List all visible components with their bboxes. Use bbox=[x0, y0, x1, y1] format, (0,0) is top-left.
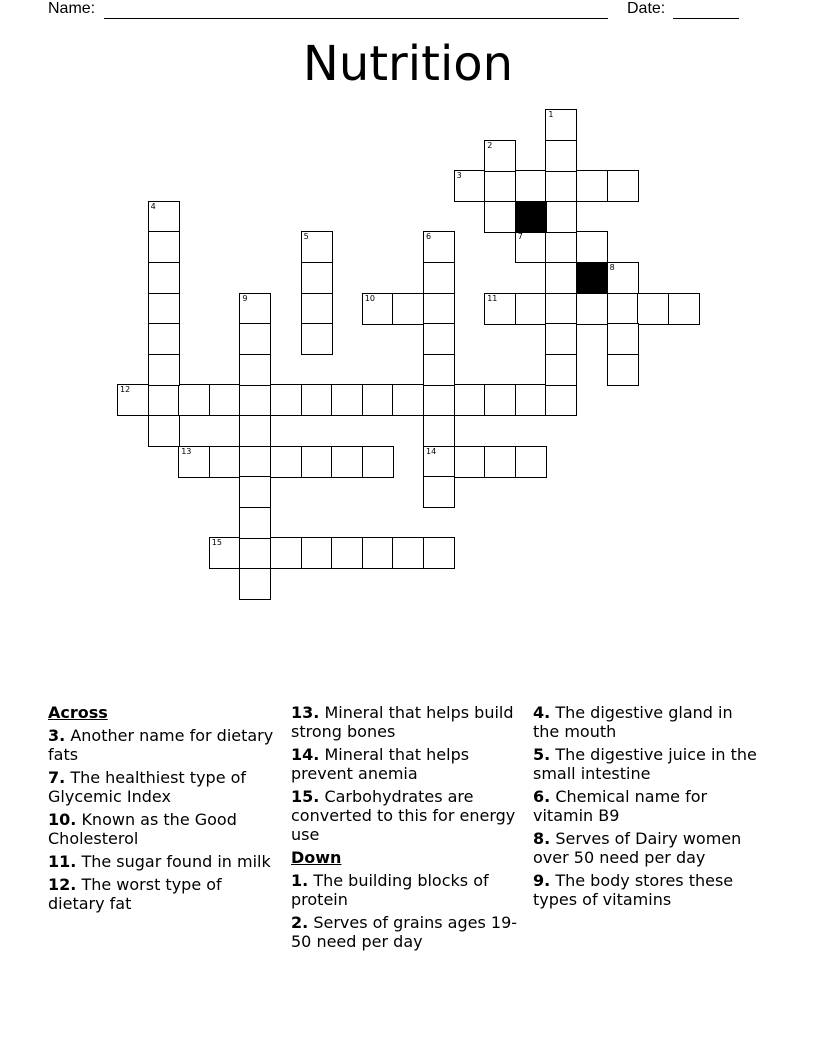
clue-number: 8 bbox=[609, 263, 615, 272]
clue-down-4: 4. The digestive gland in the mouth bbox=[533, 703, 733, 741]
clue-number: 13 bbox=[181, 446, 192, 456]
grid-cell[interactable] bbox=[607, 323, 639, 355]
grid-cell[interactable] bbox=[637, 293, 669, 325]
grid-cell[interactable] bbox=[331, 384, 363, 416]
grid-cell[interactable] bbox=[392, 293, 424, 325]
grid-cell[interactable] bbox=[423, 262, 455, 294]
grid-cell[interactable] bbox=[239, 384, 271, 416]
grid-cell[interactable] bbox=[148, 262, 180, 294]
clue-number: 12 bbox=[120, 385, 131, 395]
grid-cell[interactable] bbox=[545, 293, 577, 325]
grid-cell[interactable] bbox=[239, 293, 271, 325]
clue-down-6: 6. Chemical name for vitamin B9 bbox=[533, 787, 708, 825]
grid-cell[interactable] bbox=[148, 415, 180, 447]
grid-cell[interactable] bbox=[484, 384, 516, 416]
grid-cell[interactable] bbox=[239, 323, 271, 355]
grid-cell[interactable] bbox=[239, 446, 271, 478]
clue-column-2 bbox=[291, 703, 521, 955]
grid-cell[interactable] bbox=[545, 140, 577, 172]
black-square bbox=[515, 201, 547, 233]
clue-number: 5 bbox=[303, 232, 309, 242]
grid-cell[interactable] bbox=[239, 537, 271, 569]
grid-cell[interactable] bbox=[239, 476, 271, 508]
grid-cell[interactable] bbox=[423, 354, 455, 386]
grid-cell[interactable] bbox=[148, 231, 180, 263]
grid-cell[interactable] bbox=[454, 446, 486, 478]
clue-number: 10 bbox=[364, 293, 375, 303]
grid-cell[interactable] bbox=[331, 537, 363, 569]
grid-cell[interactable] bbox=[362, 446, 394, 478]
clue-number: 2 bbox=[487, 140, 493, 150]
date-label: Date: bbox=[627, 0, 666, 17]
grid-cell[interactable] bbox=[148, 354, 180, 386]
clue-number: 7 bbox=[517, 232, 523, 242]
grid-cell[interactable] bbox=[423, 384, 455, 416]
grid-cell[interactable] bbox=[270, 537, 302, 569]
grid-cell[interactable] bbox=[423, 537, 455, 569]
grid-cell[interactable] bbox=[607, 170, 639, 202]
grid-cell[interactable] bbox=[362, 384, 394, 416]
grid-cell[interactable] bbox=[392, 384, 424, 416]
clue-across-3: 3. Another name for dietary fats bbox=[48, 726, 274, 764]
grid-cell[interactable] bbox=[515, 231, 547, 263]
clue-number: 15 bbox=[211, 538, 222, 548]
clue-across-13: 13. Mineral that helps build strong bones bbox=[291, 703, 514, 741]
grid-cell[interactable] bbox=[209, 384, 241, 416]
grid-cell[interactable] bbox=[301, 384, 333, 416]
grid-cell[interactable] bbox=[484, 170, 516, 202]
grid-cell[interactable] bbox=[576, 231, 608, 263]
grid-cell[interactable] bbox=[148, 201, 180, 233]
grid-cell[interactable] bbox=[545, 201, 577, 233]
grid-cell[interactable] bbox=[545, 170, 577, 202]
black-square bbox=[576, 262, 608, 294]
clue-number: 11 bbox=[487, 293, 498, 303]
grid-cell[interactable] bbox=[454, 170, 486, 202]
grid-cell[interactable] bbox=[545, 384, 577, 416]
grid-cell[interactable] bbox=[423, 231, 455, 263]
grid-cell[interactable] bbox=[301, 293, 333, 325]
grid-cell[interactable] bbox=[454, 384, 486, 416]
grid-cell[interactable] bbox=[239, 568, 271, 600]
clue-down-2: 2. Serves of grains ages 19-50 need per day bbox=[291, 913, 518, 951]
clue-number: 14 bbox=[426, 446, 437, 456]
grid-cell[interactable] bbox=[515, 384, 547, 416]
grid-cell[interactable] bbox=[301, 323, 333, 355]
clue-number: 1 bbox=[548, 110, 554, 119]
grid-cell[interactable] bbox=[301, 262, 333, 294]
grid-cell[interactable] bbox=[117, 384, 149, 416]
grid-cell[interactable] bbox=[545, 323, 577, 355]
grid-cell[interactable] bbox=[423, 476, 455, 508]
grid-cell[interactable] bbox=[148, 384, 180, 416]
grid-cell[interactable] bbox=[607, 354, 639, 386]
grid-cell[interactable] bbox=[209, 446, 241, 478]
grid-cell[interactable] bbox=[545, 109, 577, 141]
page-title: Nutrition bbox=[302, 36, 514, 92]
clue-down-8: 8. Serves of Dairy women over 50 need per day bbox=[533, 829, 742, 867]
name-label: Name: bbox=[48, 0, 96, 17]
grid-cell[interactable] bbox=[515, 170, 547, 202]
grid-cell[interactable] bbox=[545, 354, 577, 386]
clue-across-7: 7. The healthiest type of Glycemic Index bbox=[48, 768, 247, 806]
grid-cell[interactable] bbox=[301, 446, 333, 478]
grid-cell[interactable] bbox=[301, 231, 333, 263]
grid-cell[interactable] bbox=[239, 354, 271, 386]
grid-cell[interactable] bbox=[576, 293, 608, 325]
clue-column-3 bbox=[533, 703, 763, 913]
clue-across-15: 15. Carbohydrates are converted to this for energy use bbox=[291, 787, 516, 844]
clue-across-10: 10. Known as the Good Cholesterol bbox=[48, 810, 237, 848]
down-heading: Down bbox=[291, 848, 342, 867]
grid-cell[interactable] bbox=[515, 446, 547, 478]
grid-cell[interactable] bbox=[423, 323, 455, 355]
grid-cell[interactable] bbox=[545, 262, 577, 294]
grid-cell[interactable] bbox=[178, 384, 210, 416]
clue-across-14: 14. Mineral that helps prevent anemia bbox=[291, 745, 470, 783]
grid-cell[interactable] bbox=[484, 446, 516, 478]
grid-cell[interactable] bbox=[576, 170, 608, 202]
clue-number: 4 bbox=[150, 201, 156, 211]
grid-cell[interactable] bbox=[148, 293, 180, 325]
clue-down-9: 9. The body stores these types of vitamins bbox=[533, 871, 734, 909]
grid-cell[interactable] bbox=[178, 446, 210, 478]
grid-cell[interactable] bbox=[515, 293, 547, 325]
clue-across-12: 12. The worst type of dietary fat bbox=[48, 875, 222, 913]
grid-cell[interactable] bbox=[239, 415, 271, 447]
grid-cell[interactable] bbox=[607, 262, 639, 294]
across-heading: Across bbox=[48, 703, 108, 722]
grid-cell[interactable] bbox=[362, 293, 394, 325]
grid-cell[interactable] bbox=[148, 323, 180, 355]
grid-cell[interactable] bbox=[668, 293, 700, 325]
clue-number: 3 bbox=[456, 171, 462, 181]
clue-column-1 bbox=[48, 703, 278, 917]
grid-cell[interactable] bbox=[362, 537, 394, 569]
grid-cell[interactable] bbox=[423, 415, 455, 447]
clue-down-5: 5. The digestive juice in the small intestine bbox=[533, 745, 757, 783]
clue-number: 9 bbox=[242, 293, 248, 303]
grid-cell[interactable] bbox=[392, 537, 424, 569]
grid-cell[interactable] bbox=[545, 231, 577, 263]
grid-cell[interactable] bbox=[239, 507, 271, 539]
grid-cell[interactable] bbox=[209, 537, 241, 569]
grid-cell[interactable] bbox=[331, 446, 363, 478]
clue-across-11: 11. The sugar found in milk bbox=[48, 852, 271, 871]
grid-cell[interactable] bbox=[423, 293, 455, 325]
grid-cell[interactable] bbox=[301, 537, 333, 569]
grid-cell[interactable] bbox=[484, 201, 516, 233]
grid-cell[interactable] bbox=[607, 293, 639, 325]
clue-number: 6 bbox=[426, 232, 432, 242]
clue-down-1: 1. The building blocks of protein bbox=[291, 871, 489, 909]
grid-cell[interactable] bbox=[484, 293, 516, 325]
grid-cell[interactable] bbox=[423, 446, 455, 478]
grid-cell[interactable] bbox=[270, 446, 302, 478]
grid-cell[interactable] bbox=[484, 140, 516, 172]
grid-cell[interactable] bbox=[270, 384, 302, 416]
